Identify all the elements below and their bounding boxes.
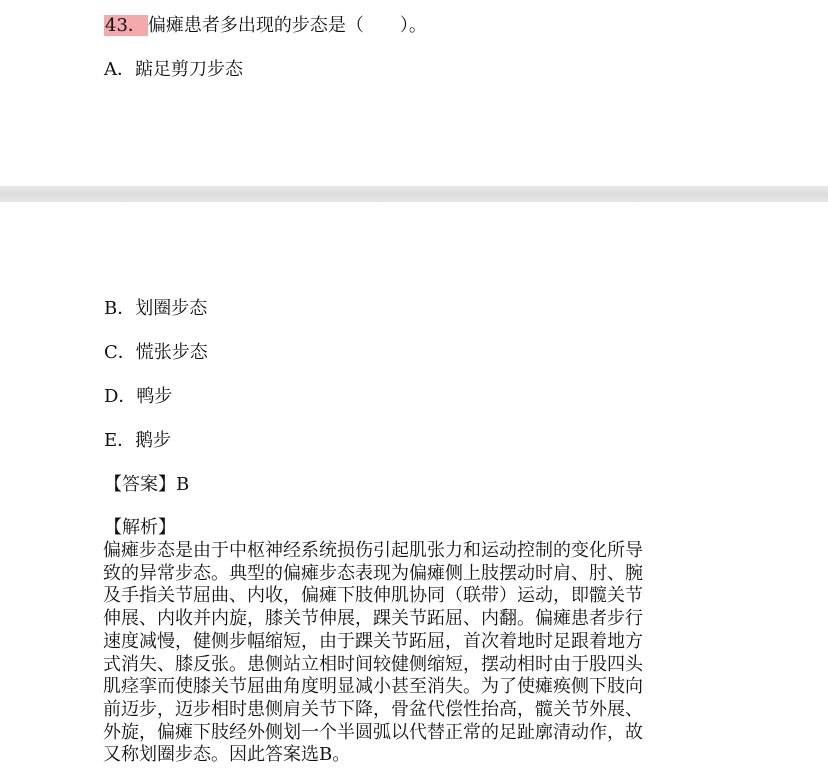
option-a[interactable] bbox=[104, 59, 243, 81]
option-letter: E． bbox=[104, 430, 136, 451]
option-letter: C． bbox=[104, 342, 136, 363]
analysis-line: 又称划圈步态。因此答案选B。 bbox=[103, 744, 351, 766]
analysis-body bbox=[103, 540, 723, 767]
option-text: 慌张步态 bbox=[135, 342, 208, 363]
option-letter: D． bbox=[104, 386, 137, 407]
option-letter: B． bbox=[104, 298, 136, 319]
option-d[interactable] bbox=[104, 386, 172, 408]
option-text: 鸭步 bbox=[136, 386, 173, 407]
option-text: 踮足剪刀步态 bbox=[135, 59, 243, 80]
option-e[interactable] bbox=[104, 430, 171, 452]
option-c[interactable] bbox=[104, 342, 208, 364]
answer-value: B bbox=[176, 474, 190, 495]
analysis-line: 前迈步，迈步相时患侧肩关节下降，骨盆代偿性抬高，髋关节外展、 bbox=[103, 698, 643, 720]
option-letter: A． bbox=[104, 59, 135, 80]
analysis-line: 及手指关节屈曲、内收，偏瘫下肢伸肌协同（联带）运动，即髋关节 bbox=[103, 585, 643, 607]
analysis-line: 致的异常步态。典型的偏瘫步态表现为偏瘫侧上肢摆动时肩、肘、腕 bbox=[103, 562, 643, 584]
question-number: 43． bbox=[105, 15, 146, 36]
analysis-line: 伸展、内收并内旋，膝关节伸展，踝关节跖屈、内翻。偏瘫患者步行 bbox=[103, 608, 643, 630]
analysis-line: 式消失、膝反张。患侧站立相时间较健侧缩短，摆动相时由于股四头 bbox=[103, 653, 643, 675]
question-line bbox=[104, 15, 427, 37]
analysis-label: 【解析】 bbox=[104, 517, 176, 538]
option-text: 鹅步 bbox=[135, 430, 172, 451]
analysis-line: 偏瘫步态是由于中枢神经系统损伤引起肌张力和运动控制的变化所导 bbox=[103, 540, 643, 561]
option-text: 划圈步态 bbox=[135, 298, 208, 319]
analysis-line: 肌痉挛而使膝关节屈曲角度明显减小甚至消失。为了使瘫痪侧下肢向 bbox=[103, 676, 643, 698]
page-separator bbox=[0, 186, 828, 202]
analysis-line: 外旋，偏瘫下肢经外侧划一个半圆弧以代替正常的足趾廓清动作，故 bbox=[103, 721, 643, 743]
analysis-line: 速度减慢，健侧步幅缩短，由于踝关节跖屈，首次着地时足跟着地方 bbox=[103, 630, 643, 652]
option-b[interactable] bbox=[104, 298, 207, 320]
question-text: 偏瘫患者多出现的步态是（ ）。 bbox=[147, 15, 427, 36]
answer-line bbox=[104, 474, 189, 496]
answer-label: 【答案】 bbox=[104, 474, 176, 495]
